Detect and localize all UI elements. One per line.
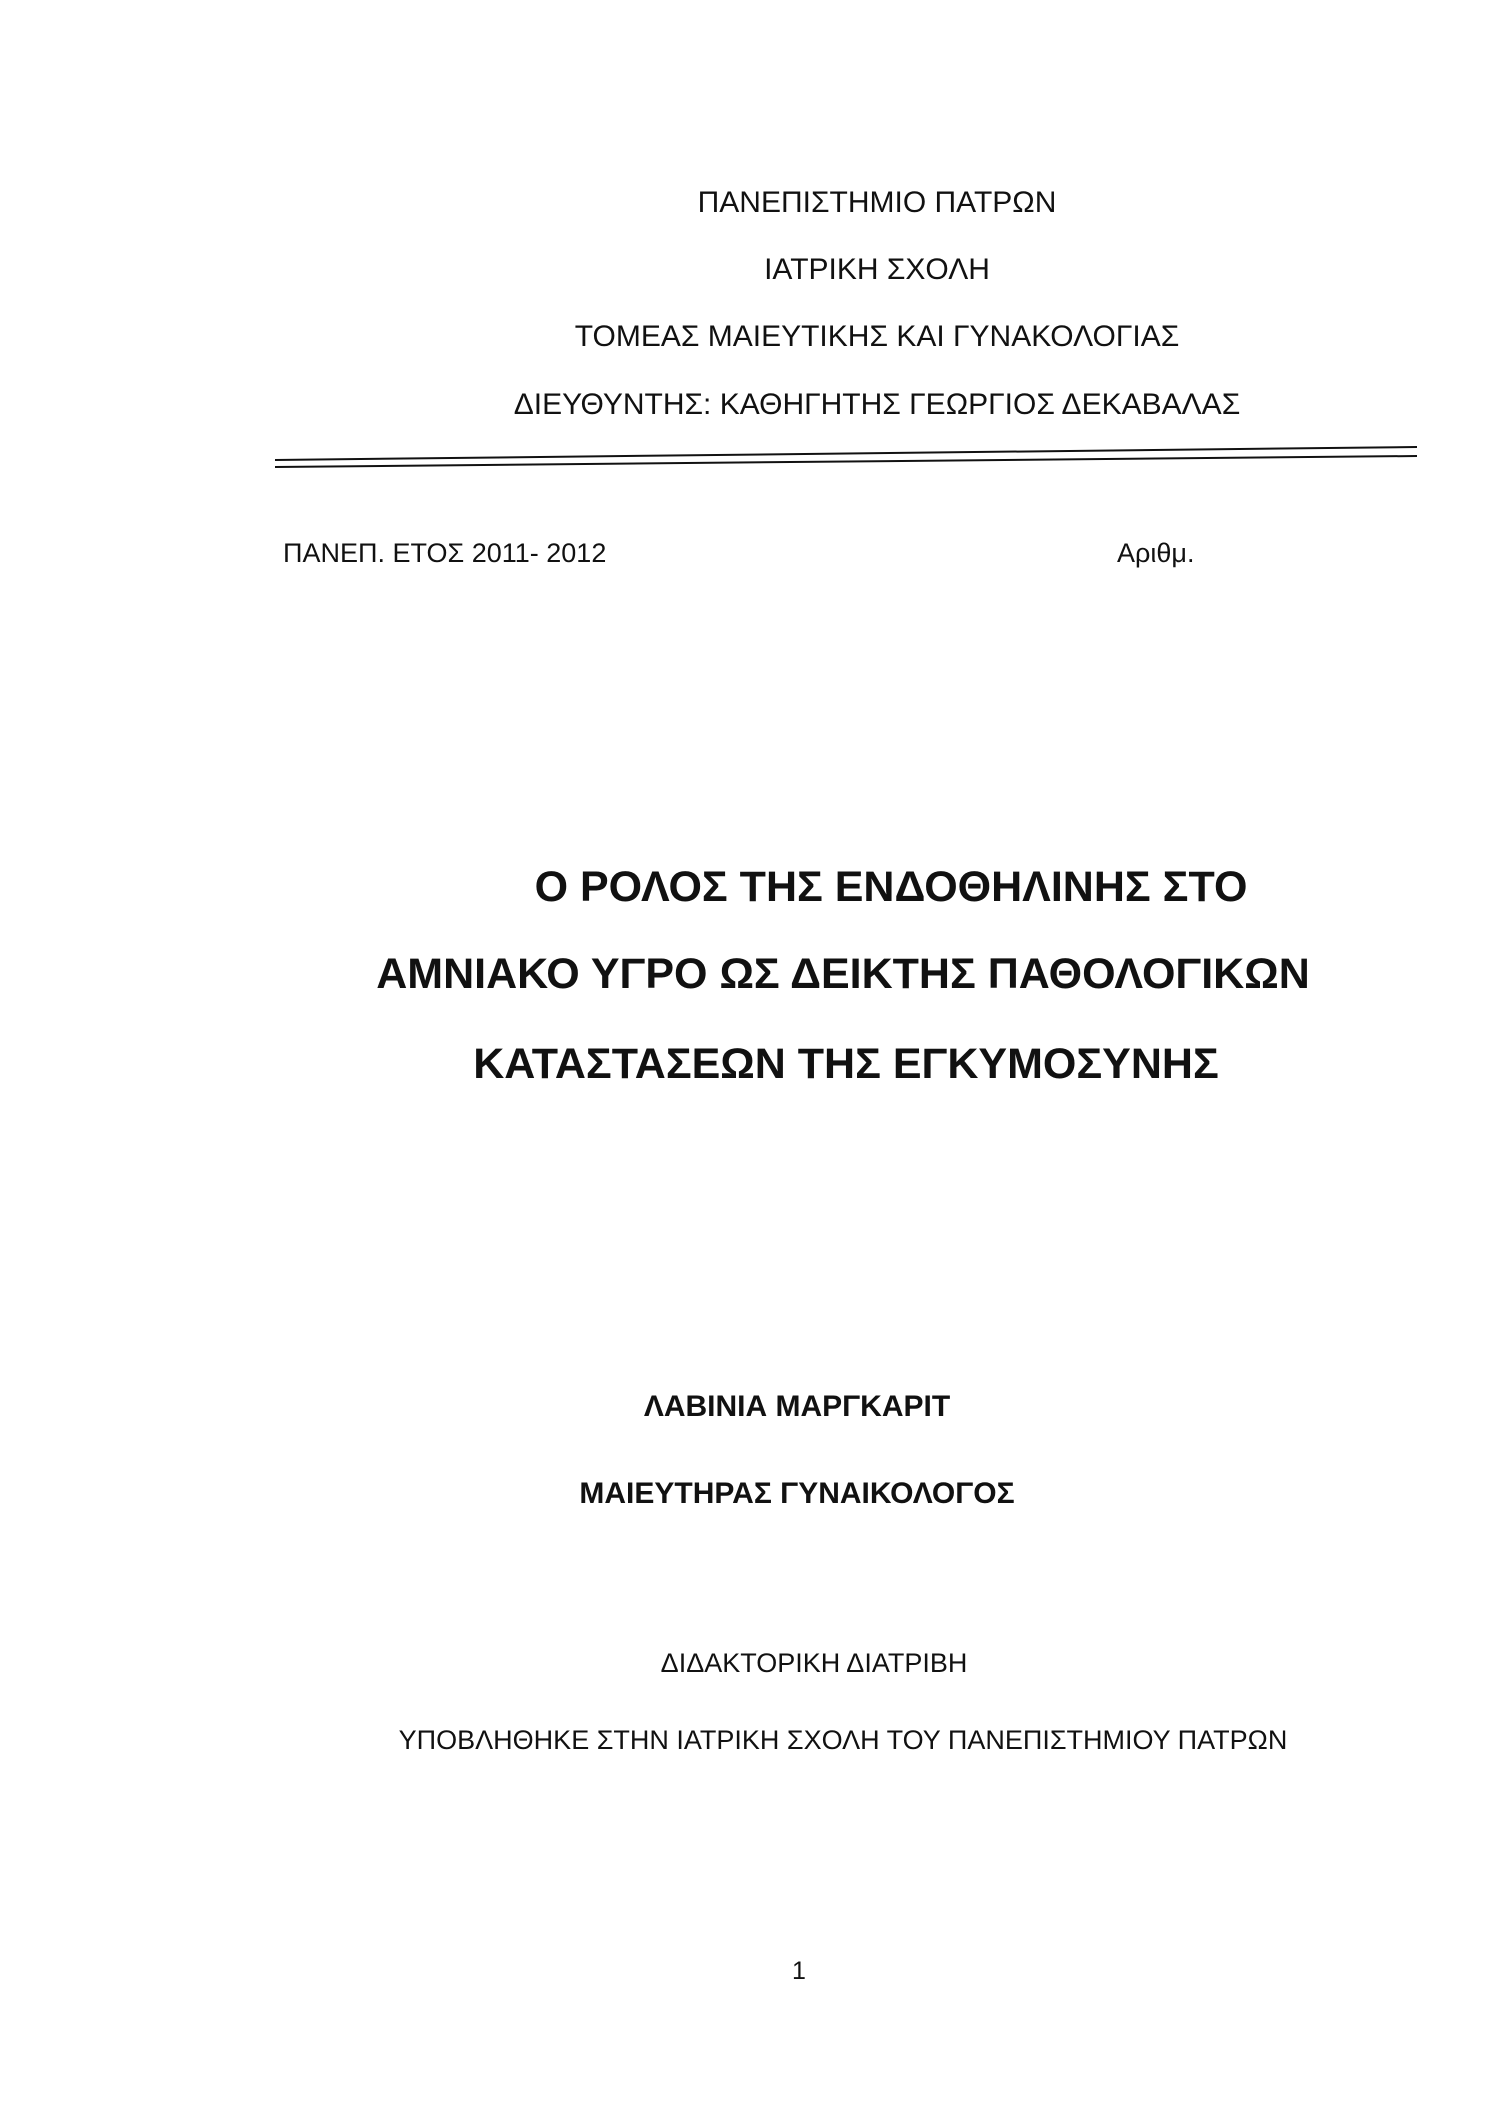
title-line-3: ΚΑΤΑΣΤΑΣΕΩΝ ΤΗΣ ΕΓΚΥΜΟΣΥΝΗΣ xyxy=(473,1040,1219,1088)
page-number: 1 xyxy=(792,1957,806,1985)
title-line-1: Ο ΡΟΛΟΣ ΤΗΣ ΕΝΔΟΘΗΛΙΝΗΣ ΣΤΟ xyxy=(534,863,1248,911)
university-name: ΠΑΝΕΠΙΣΤΗΜΙΟ ΠΑΤΡΩΝ xyxy=(697,186,1057,219)
school-name: ΙΑΤΡΙΚΗ ΣΧΟΛΗ xyxy=(764,253,990,286)
academic-year: ΠΑΝΕΠ. ΕΤΟΣ 2011- 2012 xyxy=(283,538,607,568)
title-line-2: ΑΜΝΙΑΚΟ ΥΓΡΟ ΩΣ ΔΕΙΚΤΗΣ ΠΑΘΟΛΟΓΙΚΩΝ xyxy=(376,950,1310,998)
rule-upper xyxy=(275,447,1417,460)
author-name: ΛΑΒΙΝΙΑ ΜΑΡΓΚΑΡΙΤ xyxy=(643,1390,951,1423)
author-role: ΜΑΙΕΥΤΗΡΑΣ ΓΥΝΑΙΚΟΛΟΓΟΣ xyxy=(579,1477,1015,1510)
thesis-type: ΔΙΔΑΚΤΟΡΙΚΗ ΔΙΑΤΡΙΒΗ xyxy=(660,1648,968,1678)
rule-lower xyxy=(275,456,1417,467)
number-label: Αριθμ. xyxy=(1117,538,1195,568)
submission-statement: ΥΠΟΒΛΗΘΗΚΕ ΣΤΗΝ ΙΑΤΡΙΚΗ ΣΧΟΛΗ ΤΟΥ ΠΑΝΕΠΙΣΤΗΜΙΟΥ ΠΑΤΡΩΝ xyxy=(398,1725,1288,1755)
department-name: ΤΟΜΕΑΣ ΜΑΙΕΥΤΙΚΗΣ ΚΑΙ ΓΥΝΑΚΟΛΟΓΙΑΣ xyxy=(574,320,1180,353)
director-line: ΔΙΕΥΘΥΝΤΗΣ: ΚΑΘΗΓΗΤΗΣ ΓΕΩΡΓΙΟΣ ΔΕΚΑΒΑΛΑΣ xyxy=(513,388,1241,421)
